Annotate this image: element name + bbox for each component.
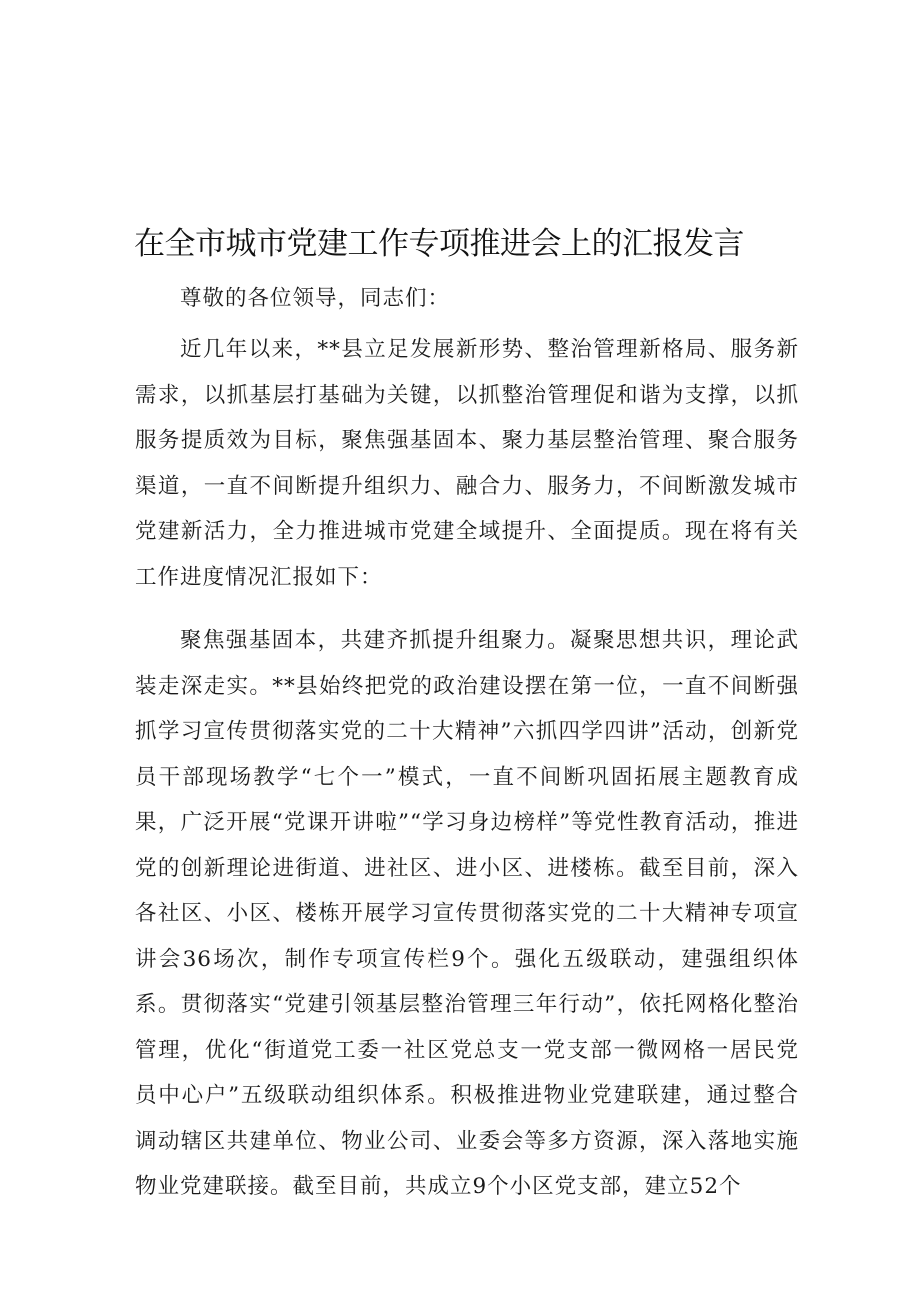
salutation: 尊敬的各位领导，同志们： (180, 286, 451, 311)
paragraph-party-building: 聚焦强基固本，共建齐抓提升组聚力。凝聚思想共识，理论武装走深走实。**县始终把党的政治建设摆在第一位，一直不间断强抓学习宣传贯彻落实党的二十大精神”六抓四学四讲”活动，创新党员干部现场教学“七个一”模式，一直不间断巩固拓展主题教育成果，广泛开展“党课开讲啦”“学习身边榜样”等党性教育活动，推进党的创新理论进街道、进社区、进小区、进楼栋。截至目前，深入各社区、小区、楼栋开展学习宣传贯彻落实党的二十大精神专项宣讲会36场次，制作专项宣传栏9个。强化五级联动，建强组织体系。贯彻落实“党建引领基层整治管理三年行动”，依托网格化整治管理，优化“街道党工委一社区党总支一党支部一微网格一居民党员中心户”五级联动组织体系。积极推进物业党建联建，通过整合调动辖区共建单位、物业公司、业委会等多方资源，深入落地实施物业党建联接。截至目前，共成立9个小区党支部，建立52个 (135, 628, 799, 1199)
document-title: 在全市城市党建工作专项推进会上的汇报发言 (134, 226, 744, 262)
paragraph-intro: 近几年以来，**县立足发展新形势、整治管理新格局、服务新需求，以抓基层打基础为关键，以抓整治管理促和谐为支撑，以抓服务提质效为目标，聚焦强基固本、聚力基层整治管理、聚合服务渠道，一直不间断提升组织力、融合力、服务力，不间断激发城市党建新活力，全力推进城市党建全域提升、全面提质。现在将有关工作进度情况汇报如下： (135, 337, 799, 590)
